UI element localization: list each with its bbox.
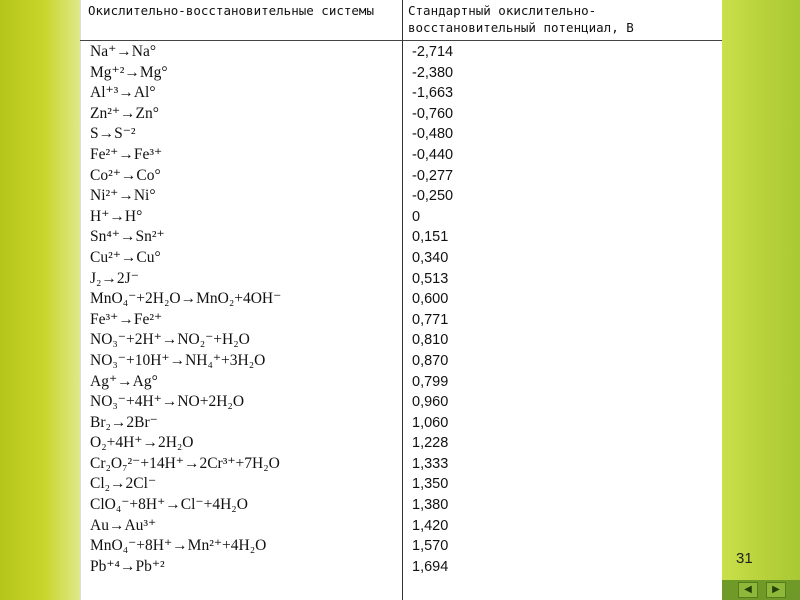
standard-potential: -0,480: [412, 126, 454, 143]
table-row: [80, 536, 722, 557]
table-row: [80, 372, 722, 393]
redox-system: O₂+4H⁺→2H₂O: [90, 434, 194, 452]
standard-potential: 0,870: [412, 352, 449, 369]
redox-system: H⁺→H°: [90, 207, 143, 225]
redox-system: Sn⁴⁺→Sn²⁺: [90, 228, 165, 246]
table-row: [80, 351, 722, 372]
table-row: [80, 145, 722, 166]
redox-system: Co²⁺→Co°: [90, 166, 161, 184]
standard-potential: -1,663: [412, 85, 454, 102]
table-row: [80, 413, 722, 434]
redox-system: Fe²⁺→Fe³⁺: [90, 145, 163, 163]
table-body: [80, 42, 722, 577]
standard-potential: -0,440: [412, 146, 454, 163]
table-row: [80, 104, 722, 125]
redox-system: Fe³⁺→Fe²⁺: [90, 310, 163, 328]
standard-potential: 0: [412, 208, 421, 225]
redox-system: Au→Au³⁺: [90, 516, 157, 534]
table-row: [80, 433, 722, 454]
standard-potential: 0,600: [412, 291, 449, 308]
redox-system: Al⁺³→Al°: [90, 84, 156, 102]
standard-potential: 0,340: [412, 249, 449, 266]
forward-arrow-icon[interactable]: ▶: [766, 582, 786, 598]
table-row: [80, 474, 722, 495]
standard-potential: -0,277: [412, 167, 454, 184]
table-row: [80, 330, 722, 351]
redox-system: Cr₂O₇²⁻+14H⁺→2Cr³⁺+7H₂O: [90, 454, 280, 472]
redox-system: Ag⁺→Ag°: [90, 372, 158, 390]
slide-nav-bar: [722, 580, 800, 600]
redox-system: Ni²⁺→Ni°: [90, 187, 156, 205]
standard-potential: 0,513: [412, 270, 449, 287]
redox-system: MnO₄⁻+8H⁺→Mn²⁺+4H₂O: [90, 537, 267, 555]
back-arrow-icon[interactable]: ◀: [738, 582, 758, 598]
table-row: [80, 269, 722, 290]
redox-system: J₂→2J⁻: [90, 269, 139, 287]
standard-potential: 0,799: [412, 373, 449, 390]
table-row: [80, 227, 722, 248]
table-row: [80, 516, 722, 537]
standard-potential: 0,960: [412, 394, 449, 411]
standard-potential: -2,714: [412, 44, 454, 60]
table-row: [80, 392, 722, 413]
standard-potential: 1,350: [412, 476, 449, 493]
redox-system: Zn²⁺→Zn°: [90, 104, 159, 122]
slide-left-stripe: [0, 0, 80, 600]
table-row: [80, 495, 722, 516]
header-systems: Окислительно-восстановительные системы: [88, 3, 374, 18]
table-row: [80, 310, 722, 331]
redox-system: Cu²⁺→Cu°: [90, 248, 161, 266]
standard-potential: 1,380: [412, 497, 449, 514]
standard-potential: -0,250: [412, 188, 454, 205]
table-row: [80, 557, 722, 578]
standard-potential: 1,060: [412, 414, 449, 431]
potential-table: [80, 0, 722, 600]
redox-system: NO₃⁻+2H⁺→NO₂⁻+H₂O: [90, 331, 250, 349]
redox-system: NO₃⁻+10H⁺→NH₄⁺+3H₂O: [90, 351, 266, 369]
standard-potential: -0,760: [412, 105, 454, 122]
redox-system: NO₃⁻+4H⁺→NO+2H₂O: [90, 393, 245, 411]
table-row: [80, 289, 722, 310]
standard-potential: 1,694: [412, 558, 449, 575]
table-row: [80, 186, 722, 207]
table-row: [80, 248, 722, 269]
standard-potential: 1,570: [412, 538, 449, 555]
table-row: [80, 42, 722, 63]
redox-system: Br₂→2Br⁻: [90, 413, 158, 431]
redox-system: Cl₂→2Cl⁻: [90, 475, 157, 493]
redox-system: MnO₄⁻+2H₂O→MnO₂+4OH⁻: [90, 290, 282, 308]
table-row: [80, 207, 722, 228]
standard-potential: 1,333: [412, 455, 449, 472]
table-row: [80, 166, 722, 187]
slide-right-stripe: [722, 0, 800, 600]
table-header: [80, 0, 722, 41]
table-row: [80, 454, 722, 475]
page-number: 31: [736, 550, 753, 567]
standard-potential: 0,151: [412, 229, 449, 246]
redox-system: ClO₄⁻+8H⁺→Cl⁻+4H₂O: [90, 496, 248, 514]
header-potential: Стандартный окислительно-восстановительный потенциал, В: [408, 3, 634, 35]
table-row: [80, 124, 722, 145]
standard-potential: -2,380: [412, 64, 454, 81]
standard-potential: 1,420: [412, 517, 449, 534]
standard-potential: 0,771: [412, 311, 449, 328]
table-row: [80, 63, 722, 84]
standard-potential: 0,810: [412, 332, 449, 349]
standard-potential: 1,228: [412, 435, 449, 452]
table-row: [80, 83, 722, 104]
redox-system: S→S⁻²: [90, 125, 136, 143]
redox-system: Mg⁺²→Mg°: [90, 63, 168, 81]
redox-system: Pb⁺⁴→Pb⁺²: [90, 557, 165, 575]
redox-system: Na⁺→Na°: [90, 43, 157, 60]
